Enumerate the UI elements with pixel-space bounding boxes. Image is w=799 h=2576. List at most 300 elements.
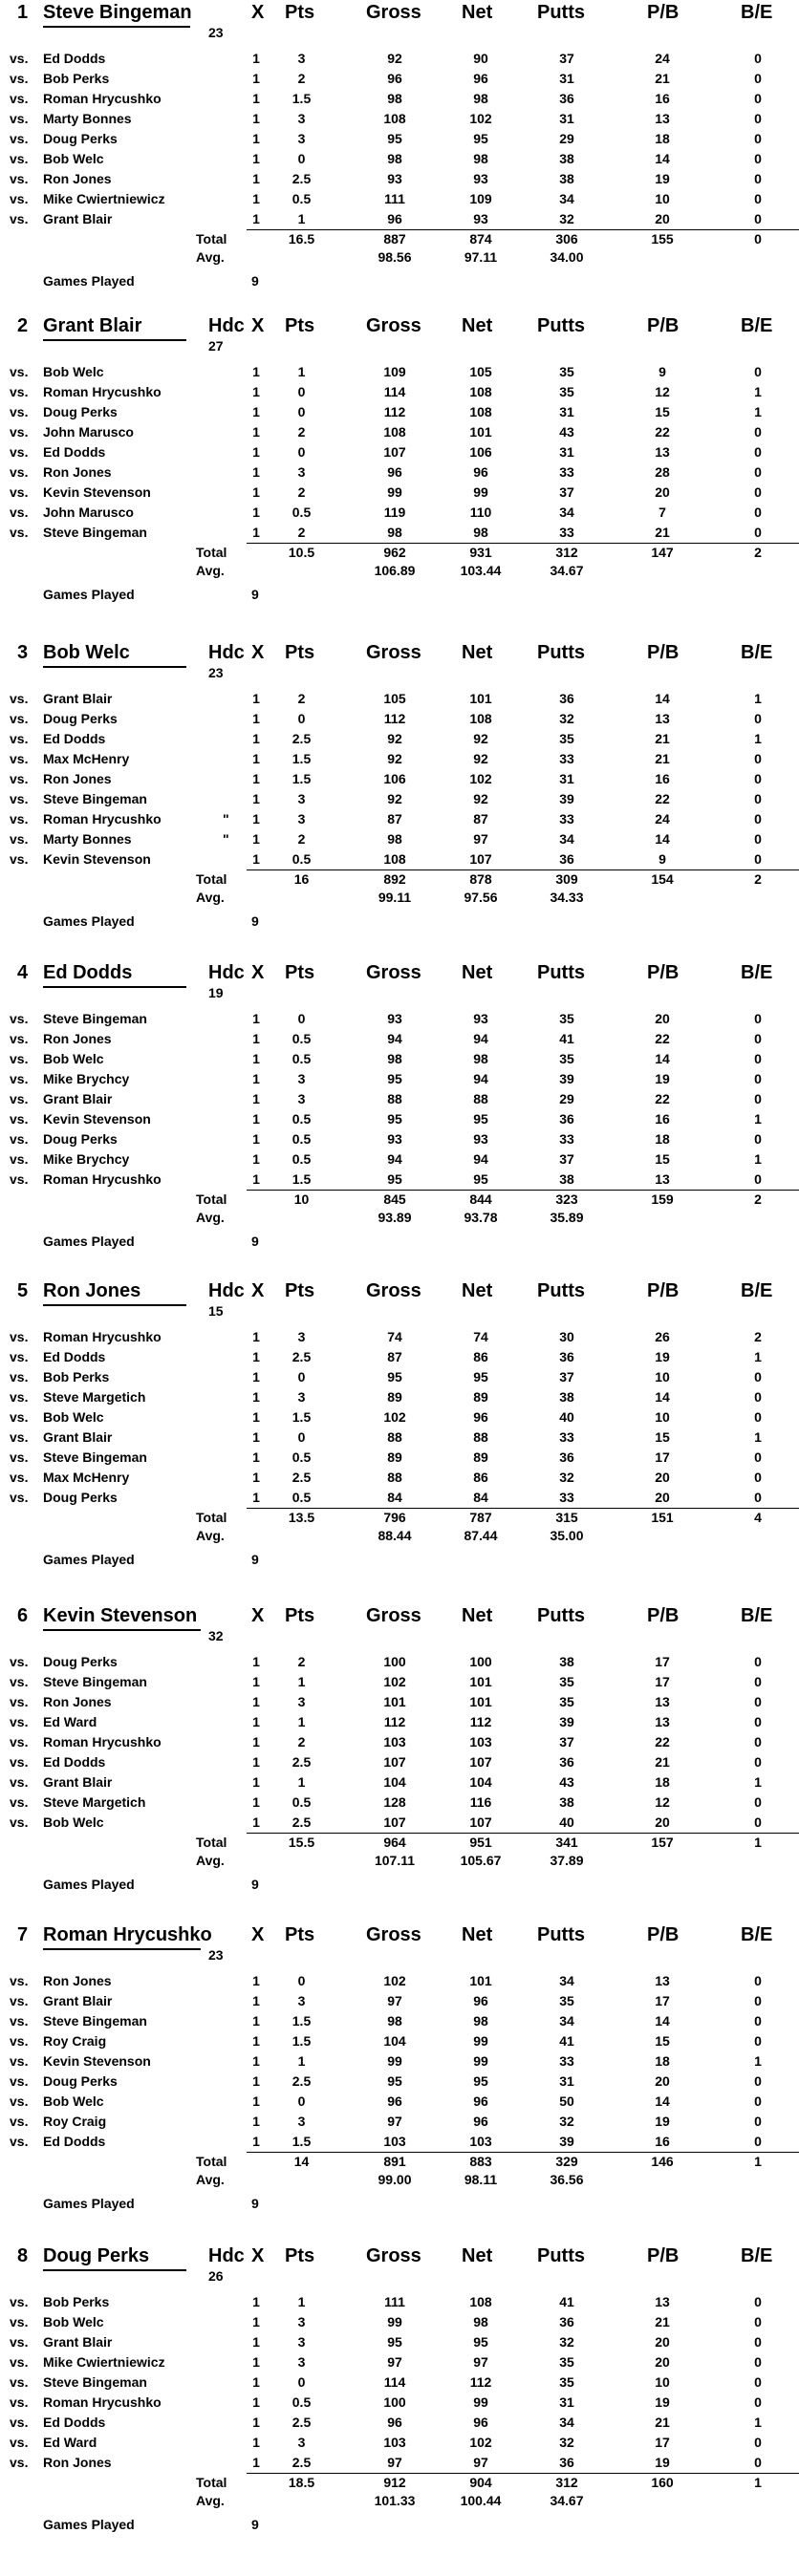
pb-value: 7 — [659, 504, 666, 520]
points-value: 2.5 — [292, 731, 312, 746]
points-value: 1.5 — [292, 1171, 312, 1187]
total-points: 10 — [293, 1191, 310, 1207]
games-x-value: 1 — [252, 1754, 260, 1770]
total-points: 13.5 — [288, 1510, 315, 1525]
opponent-name: Ron Jones — [43, 1973, 112, 1988]
pts-header: Pts — [285, 1280, 315, 1301]
pb-value: 20 — [655, 211, 670, 226]
net-value: 93 — [473, 171, 488, 186]
opponent-name: Ed Dodds — [43, 2415, 106, 2430]
be-value: 0 — [754, 1091, 762, 1106]
total-net: 878 — [469, 871, 492, 887]
vs-label: vs. — [10, 111, 29, 126]
pts-header: Pts — [285, 642, 315, 663]
total-separator-line — [247, 2152, 799, 2153]
games-played-label: Games Played — [43, 913, 135, 929]
game-row — [0, 131, 799, 151]
pb-value: 13 — [655, 1714, 670, 1729]
total-separator-line — [247, 869, 799, 870]
putts-value: 29 — [559, 1091, 574, 1106]
gross-value: 96 — [387, 211, 402, 226]
net-value: 90 — [473, 51, 488, 66]
be-header: B/E — [741, 642, 773, 663]
gross-value: 97 — [387, 1993, 402, 2008]
points-value: 3 — [297, 51, 306, 66]
points-value: 2.5 — [292, 2415, 312, 2430]
pb-value: 10 — [655, 2374, 670, 2390]
be-value: 0 — [754, 424, 762, 440]
opponent-name: Roman Hrycushko — [43, 91, 162, 106]
pb-value: 24 — [655, 811, 670, 826]
average-row — [0, 1853, 799, 1873]
putts-value: 37 — [559, 484, 574, 500]
putts-value: 36 — [559, 91, 574, 106]
player-block — [0, 960, 799, 1276]
vs-label: vs. — [10, 424, 29, 440]
x-header: X — [251, 2245, 265, 2266]
games-x-value: 1 — [252, 2013, 260, 2029]
average-label: Avg. — [196, 1853, 225, 1868]
vs-label: vs. — [10, 1329, 29, 1344]
pts-header: Pts — [285, 1924, 315, 1945]
vs-label: vs. — [10, 2053, 29, 2069]
vs-label: vs. — [10, 91, 29, 106]
total-gross: 887 — [383, 231, 406, 247]
pb-value: 14 — [655, 831, 670, 847]
game-row — [0, 711, 799, 731]
points-value: 0 — [297, 1973, 306, 1988]
vs-label: vs. — [10, 1011, 29, 1026]
total-net: 883 — [469, 2154, 492, 2169]
putts-value: 36 — [559, 2455, 574, 2470]
vs-label: vs. — [10, 2415, 29, 2430]
average-row — [0, 2172, 799, 2192]
game-row — [0, 2455, 799, 2475]
player-name-underline — [43, 1629, 201, 1631]
average-row — [0, 1210, 799, 1230]
putts-value: 38 — [559, 1654, 574, 1669]
game-row — [0, 1993, 799, 2013]
putts-value: 31 — [559, 71, 574, 86]
opponent-name: Bob Welc — [43, 1051, 104, 1066]
points-value: 0.5 — [292, 191, 312, 206]
total-net: 951 — [469, 1835, 492, 1850]
pb-value: 22 — [655, 1734, 670, 1750]
points-value: 0 — [297, 444, 306, 460]
opponent-name: Steve Bingeman — [43, 1011, 147, 1026]
points-value: 3 — [297, 811, 306, 826]
net-value: 95 — [473, 1171, 488, 1187]
vs-label: vs. — [10, 364, 29, 379]
game-row — [0, 2394, 799, 2415]
putts-value: 36 — [559, 1111, 574, 1127]
games-played-row — [0, 1877, 799, 1897]
pb-value: 21 — [655, 525, 670, 540]
opponent-name: Ed Dodds — [43, 2134, 106, 2149]
game-row — [0, 111, 799, 131]
vs-label: vs. — [10, 1449, 29, 1465]
net-value: 96 — [473, 71, 488, 86]
games-played-row — [0, 587, 799, 607]
opponent-name: Doug Perks — [43, 1490, 118, 1505]
be-value: 0 — [754, 1031, 762, 1046]
game-row — [0, 731, 799, 751]
x-header: X — [251, 2, 265, 23]
total-row — [0, 2475, 799, 2495]
average-net: 97.56 — [464, 890, 498, 905]
gross-value: 96 — [387, 2415, 402, 2430]
gross-value: 106 — [383, 771, 406, 786]
pb-value: 18 — [655, 131, 670, 146]
total-net: 787 — [469, 1510, 492, 1525]
points-value: 0.5 — [292, 1051, 312, 1066]
opponent-name: Roy Craig — [43, 2114, 107, 2129]
pb-value: 20 — [655, 2073, 670, 2089]
points-value: 3 — [297, 131, 306, 146]
ditto-mark: " — [223, 831, 229, 847]
putts-value: 38 — [559, 1389, 574, 1405]
putts-value: 35 — [559, 731, 574, 746]
points-value: 2 — [297, 691, 306, 706]
games-played-label: Games Played — [43, 1552, 135, 1567]
net-value: 92 — [473, 791, 488, 806]
player-name: Grant Blair — [43, 315, 142, 336]
games-x-value: 1 — [252, 1449, 260, 1465]
vs-label: vs. — [10, 2033, 29, 2049]
putts-value: 34 — [559, 831, 574, 847]
putts-value: 33 — [559, 811, 574, 826]
putts-header: Putts — [537, 315, 585, 336]
total-net: 874 — [469, 231, 492, 247]
game-row — [0, 1490, 799, 1510]
net-header: Net — [462, 1280, 493, 1301]
be-header: B/E — [741, 962, 773, 983]
opponent-name: Grant Blair — [43, 1774, 113, 1790]
net-value: 94 — [473, 1031, 488, 1046]
games-x-value: 1 — [252, 364, 260, 379]
total-separator-line — [247, 229, 799, 230]
points-value: 0 — [297, 1011, 306, 1026]
points-value: 2.5 — [292, 1754, 312, 1770]
putts-header: Putts — [537, 1924, 585, 1945]
games-x-value: 1 — [252, 151, 260, 166]
gross-value: 88 — [387, 1429, 402, 1445]
putts-value: 35 — [559, 1993, 574, 2008]
average-net: 105.67 — [460, 1853, 502, 1868]
games-x-value: 1 — [252, 111, 260, 126]
game-row — [0, 831, 799, 851]
pb-value: 22 — [655, 1031, 670, 1046]
points-value: 0.5 — [292, 1151, 312, 1167]
game-row — [0, 1091, 799, 1111]
games-x-value: 1 — [252, 464, 260, 480]
be-value: 0 — [754, 2033, 762, 2049]
games-x-value: 1 — [252, 711, 260, 726]
points-value: 0.5 — [292, 1794, 312, 1810]
average-putts: 34.67 — [550, 563, 584, 578]
games-played-value: 9 — [251, 1234, 259, 1249]
x-header: X — [251, 642, 265, 663]
total-row — [0, 1191, 799, 1212]
games-x-value: 1 — [252, 1694, 260, 1709]
net-value: 107 — [469, 851, 492, 867]
putts-value: 40 — [559, 1814, 574, 1830]
gross-value: 100 — [383, 2394, 406, 2410]
points-value: 2.5 — [292, 1349, 312, 1364]
player-name-underline — [43, 986, 186, 988]
be-value: 2 — [754, 1329, 762, 1344]
net-value: 99 — [473, 2033, 488, 2049]
net-value: 94 — [473, 1151, 488, 1167]
putts-value: 31 — [559, 444, 574, 460]
total-pb: 147 — [651, 545, 674, 560]
putts-value: 36 — [559, 1754, 574, 1770]
opponent-name: Mike Cwiertniewicz — [43, 2354, 165, 2370]
net-value: 96 — [473, 2093, 488, 2109]
vs-label: vs. — [10, 851, 29, 867]
games-x-value: 1 — [252, 1031, 260, 1046]
points-value: 3 — [297, 2114, 306, 2129]
vs-label: vs. — [10, 1071, 29, 1086]
putts-value: 33 — [559, 1131, 574, 1147]
games-x-value: 1 — [252, 424, 260, 440]
vs-label: vs. — [10, 1694, 29, 1709]
opponent-name: Bob Welc — [43, 2093, 104, 2109]
gross-value: 89 — [387, 1389, 402, 1405]
vs-label: vs. — [10, 151, 29, 166]
putts-value: 30 — [559, 1329, 574, 1344]
be-value: 0 — [754, 1449, 762, 1465]
be-value: 0 — [754, 2334, 762, 2350]
gross-value: 114 — [383, 384, 406, 399]
net-value: 116 — [469, 1794, 492, 1810]
points-value: 2 — [297, 71, 306, 86]
net-value: 100 — [469, 1654, 492, 1669]
pb-value: 20 — [655, 1470, 670, 1485]
gross-value: 119 — [383, 504, 406, 520]
net-header: Net — [462, 642, 493, 663]
pb-header: P/B — [647, 1605, 680, 1626]
opponent-name: Grant Blair — [43, 691, 113, 706]
games-played-row — [0, 1552, 799, 1572]
gross-value: 98 — [387, 151, 402, 166]
be-value: 0 — [754, 1654, 762, 1669]
pb-value: 20 — [655, 2354, 670, 2370]
pb-value: 20 — [655, 1011, 670, 1026]
opponent-name: Roman Hrycushko — [43, 2394, 162, 2410]
games-played-value: 9 — [251, 1877, 259, 1892]
games-played-value: 9 — [251, 273, 259, 289]
opponent-name: Mike Brychcy — [43, 1151, 130, 1167]
be-header: B/E — [741, 2245, 773, 2266]
total-points: 16.5 — [288, 231, 315, 247]
be-value: 1 — [754, 1429, 762, 1445]
putts-header: Putts — [537, 2, 585, 23]
be-value: 1 — [754, 1151, 762, 1167]
opponent-name: Steve Margetich — [43, 1389, 146, 1405]
opponent-name: Mike Brychcy — [43, 1071, 130, 1086]
vs-label: vs. — [10, 1409, 29, 1425]
putts-header: Putts — [537, 642, 585, 663]
be-value: 0 — [754, 1490, 762, 1505]
opponent-name: Steve Bingeman — [43, 525, 147, 540]
pb-header: P/B — [647, 642, 680, 663]
opponent-name: Bob Perks — [43, 1369, 110, 1385]
average-label: Avg. — [196, 2493, 225, 2508]
be-value: 0 — [754, 2093, 762, 2109]
putts-value: 34 — [559, 2415, 574, 2430]
player-name: Steve Bingeman — [43, 2, 192, 23]
net-value: 101 — [469, 1674, 492, 1689]
gross-value: 95 — [387, 1369, 402, 1385]
vs-label: vs. — [10, 2294, 29, 2309]
gross-value: 114 — [383, 2374, 406, 2390]
game-row — [0, 1694, 799, 1714]
vs-label: vs. — [10, 1031, 29, 1046]
putts-value: 34 — [559, 1973, 574, 1988]
game-row — [0, 2415, 799, 2435]
be-value: 0 — [754, 751, 762, 766]
putts-value: 32 — [559, 2114, 574, 2129]
points-value: 2 — [297, 484, 306, 500]
games-played-label: Games Played — [43, 1234, 135, 1249]
be-value: 1 — [754, 691, 762, 706]
opponent-name: Steve Bingeman — [43, 2374, 147, 2390]
game-row — [0, 2093, 799, 2114]
points-value: 3 — [297, 1993, 306, 2008]
total-separator-line — [247, 1190, 799, 1191]
pts-header: Pts — [285, 2, 315, 23]
net-value: 96 — [473, 2114, 488, 2129]
game-row — [0, 1973, 799, 1993]
putts-value: 40 — [559, 1409, 574, 1425]
total-pb: 159 — [651, 1191, 674, 1207]
points-value: 3 — [297, 1329, 306, 1344]
vs-label: vs. — [10, 771, 29, 786]
handicap-value: 15 — [208, 1303, 224, 1319]
pb-value: 21 — [655, 2314, 670, 2329]
opponent-name: Mike Cwiertniewicz — [43, 191, 165, 206]
putts-value: 32 — [559, 2435, 574, 2450]
pb-header: P/B — [647, 2, 680, 23]
vs-label: vs. — [10, 791, 29, 806]
pts-header: Pts — [285, 962, 315, 983]
vs-label: vs. — [10, 384, 29, 399]
game-row — [0, 1794, 799, 1814]
vs-label: vs. — [10, 831, 29, 847]
points-value: 1.5 — [292, 751, 312, 766]
average-row — [0, 1528, 799, 1548]
opponent-name: Doug Perks — [43, 2073, 118, 2089]
total-pb: 157 — [651, 1835, 674, 1850]
net-value: 102 — [469, 111, 492, 126]
opponent-name: Marty Bonnes — [43, 111, 132, 126]
vs-label: vs. — [10, 1051, 29, 1066]
x-header: X — [251, 1280, 265, 1301]
pb-value: 10 — [655, 1369, 670, 1385]
putts-value: 39 — [559, 791, 574, 806]
total-row — [0, 871, 799, 891]
putts-value: 43 — [559, 1774, 574, 1790]
average-putts: 36.56 — [550, 2172, 584, 2187]
average-gross: 88.44 — [378, 1528, 412, 1543]
be-value: 0 — [754, 51, 762, 66]
opponent-name: Grant Blair — [43, 2334, 113, 2350]
be-value: 0 — [754, 1409, 762, 1425]
player-block — [0, 640, 799, 955]
vs-label: vs. — [10, 1490, 29, 1505]
vs-label: vs. — [10, 444, 29, 460]
pb-value: 13 — [655, 111, 670, 126]
points-value: 0 — [297, 2374, 306, 2390]
net-value: 103 — [469, 1734, 492, 1750]
gross-header: Gross — [366, 1280, 421, 1301]
gross-header: Gross — [366, 1605, 421, 1626]
net-value: 97 — [473, 2354, 488, 2370]
games-x-value: 1 — [252, 1490, 260, 1505]
games-x-value: 1 — [252, 71, 260, 86]
games-x-value: 1 — [252, 2053, 260, 2069]
points-value: 1.5 — [292, 2033, 312, 2049]
gross-header: Gross — [366, 1924, 421, 1945]
gross-value: 97 — [387, 2354, 402, 2370]
game-row — [0, 404, 799, 424]
vs-label: vs. — [10, 2354, 29, 2370]
total-separator-line — [247, 1508, 799, 1509]
gross-value: 92 — [387, 51, 402, 66]
putts-value: 31 — [559, 2394, 574, 2410]
points-value: 3 — [297, 2354, 306, 2370]
putts-value: 31 — [559, 2073, 574, 2089]
games-x-value: 1 — [252, 1349, 260, 1364]
game-row — [0, 1369, 799, 1389]
opponent-name: Roy Craig — [43, 2033, 107, 2049]
points-value: 0 — [297, 1429, 306, 1445]
vs-label: vs. — [10, 1349, 29, 1364]
opponent-name: Grant Blair — [43, 1993, 113, 2008]
game-row — [0, 1449, 799, 1470]
gross-value: 111 — [384, 2294, 405, 2309]
net-value: 108 — [469, 384, 492, 399]
player-name-underline — [43, 26, 190, 28]
game-row — [0, 1111, 799, 1131]
opponent-name: Steve Margetich — [43, 1794, 146, 1810]
opponent-name: Doug Perks — [43, 1131, 118, 1147]
putts-value: 35 — [559, 2354, 574, 2370]
pb-value: 18 — [655, 1131, 670, 1147]
total-be: 1 — [754, 2475, 762, 2490]
opponent-name: Ron Jones — [43, 464, 112, 480]
player-rank: 4 — [17, 962, 29, 983]
gross-header: Gross — [366, 962, 421, 983]
opponent-name: Bob Welc — [43, 151, 104, 166]
opponent-name: Ron Jones — [43, 1694, 112, 1709]
total-separator-line — [247, 1833, 799, 1834]
net-value: 103 — [469, 2134, 492, 2149]
points-value: 3 — [297, 2435, 306, 2450]
games-played-value: 9 — [251, 587, 259, 602]
player-rank: 1 — [17, 2, 29, 23]
games-played-row — [0, 273, 799, 293]
average-gross: 106.89 — [374, 563, 416, 578]
total-label: Total — [196, 1835, 227, 1850]
player-name-underline — [43, 1948, 201, 1950]
pb-value: 21 — [655, 1754, 670, 1770]
putts-value: 29 — [559, 131, 574, 146]
gross-value: 95 — [387, 1071, 402, 1086]
total-pb: 154 — [651, 871, 674, 887]
opponent-name: Bob Perks — [43, 71, 110, 86]
